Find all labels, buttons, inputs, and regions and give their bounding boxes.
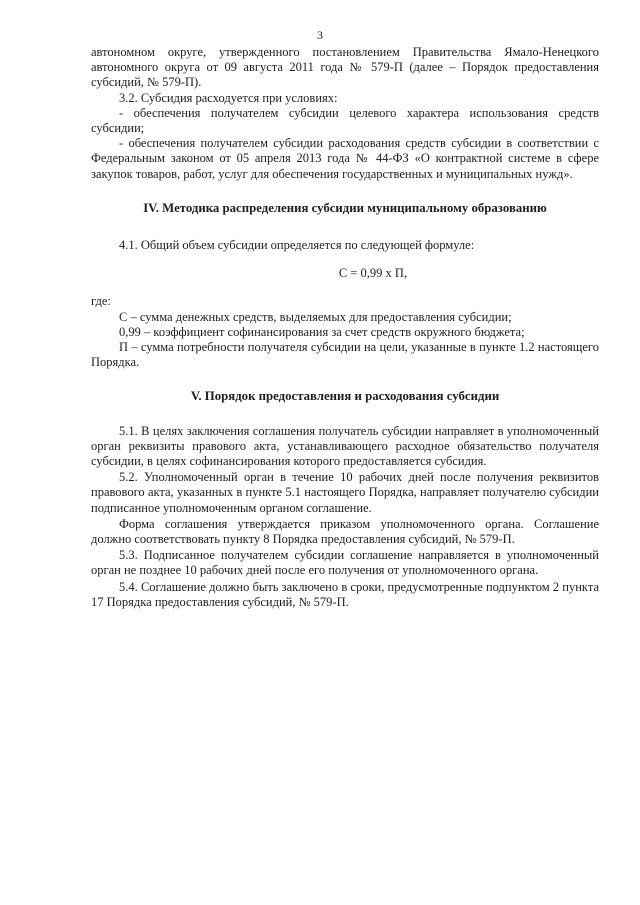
document-body	[91, 45, 599, 610]
paragraph-4-1: 4.1. Общий объем субсидии определяется по следующей формуле:	[119, 238, 475, 253]
paragraph-5-2: 5.2. Уполномоченный орган в течение 10 рабочих дней после получения реквизитов правового акта, указанных в пункте 5.1 настоящего Порядка, направляет получателю субсидии подписанное уполномоченным органом соглашение.	[91, 470, 599, 515]
definition-coefficient: 0,99 – коэффициент софинансирования за счет средств окружного бюджета;	[119, 324, 525, 339]
definition-c: С – сумма денежных средств, выделяемых для предоставления субсидии;	[119, 309, 512, 324]
paragraph-5-4: 5.4. Соглашение должно быть заключено в сроки, предусмотренные подпунктом 2 пункта 17 Порядка предоставления субсидий, № 579-П.	[91, 579, 599, 609]
definition-p: П – сумма потребности получателя субсидии на цели, указанные в пункте 1.2 настоящего Порядка.	[91, 340, 599, 370]
paragraph-5-2-form: Форма соглашения утверждается приказом уполномоченного органа. Соглашение должно соответствовать пункту 8 Порядка предоставления субсидий, № 579-П.	[91, 516, 599, 547]
section-4-heading: IV. Методика распределения субсидии муниципальному образованию	[143, 200, 547, 215]
paragraph-5-3: 5.3. Подписанное получателем субсидии соглашение направляется в уполномоченный орган не позднее 10 рабочих дней после его получения от уполномоченного органа.	[91, 548, 599, 578]
where-label: где:	[91, 294, 111, 309]
formula: С = 0,99 х П,	[338, 266, 408, 281]
intro-continuation: автономном округе, утвержденного постановлением Правительства Ямало-Ненецкого автономного округа от 09 августа 2011 года № 579-П (далее – Порядок предоставления субсидий, № 579-П).	[91, 45, 599, 90]
paragraph-5-1: 5.1. В целях заключения соглашения получатель субсидии направляет в уполномоченный орган реквизиты правового акта, устанавливающего расходное обязательство получателя субсидии, в целях софинансирования которого предоставляется субсидия.	[91, 423, 599, 469]
section-5-heading: V. Порядок предоставления и расходования субсидии	[190, 389, 500, 404]
paragraph-3-2: 3.2. Субсидия расходуется при условиях:	[119, 90, 338, 105]
condition-2: - обеспечения получателем субсидии расходования средств субсидии в соответствии с Федеральным законом от 05 апреля 2013 года № 44-ФЗ «О контрактной системе в сфере закупок товаров, работ, услуг для обеспечения государственных и муниципальных нужд».	[91, 136, 599, 181]
condition-1: - обеспечения получателем субсидии целевого характера использования средств субсидии;	[91, 105, 599, 136]
page-number: 3	[317, 28, 323, 42]
